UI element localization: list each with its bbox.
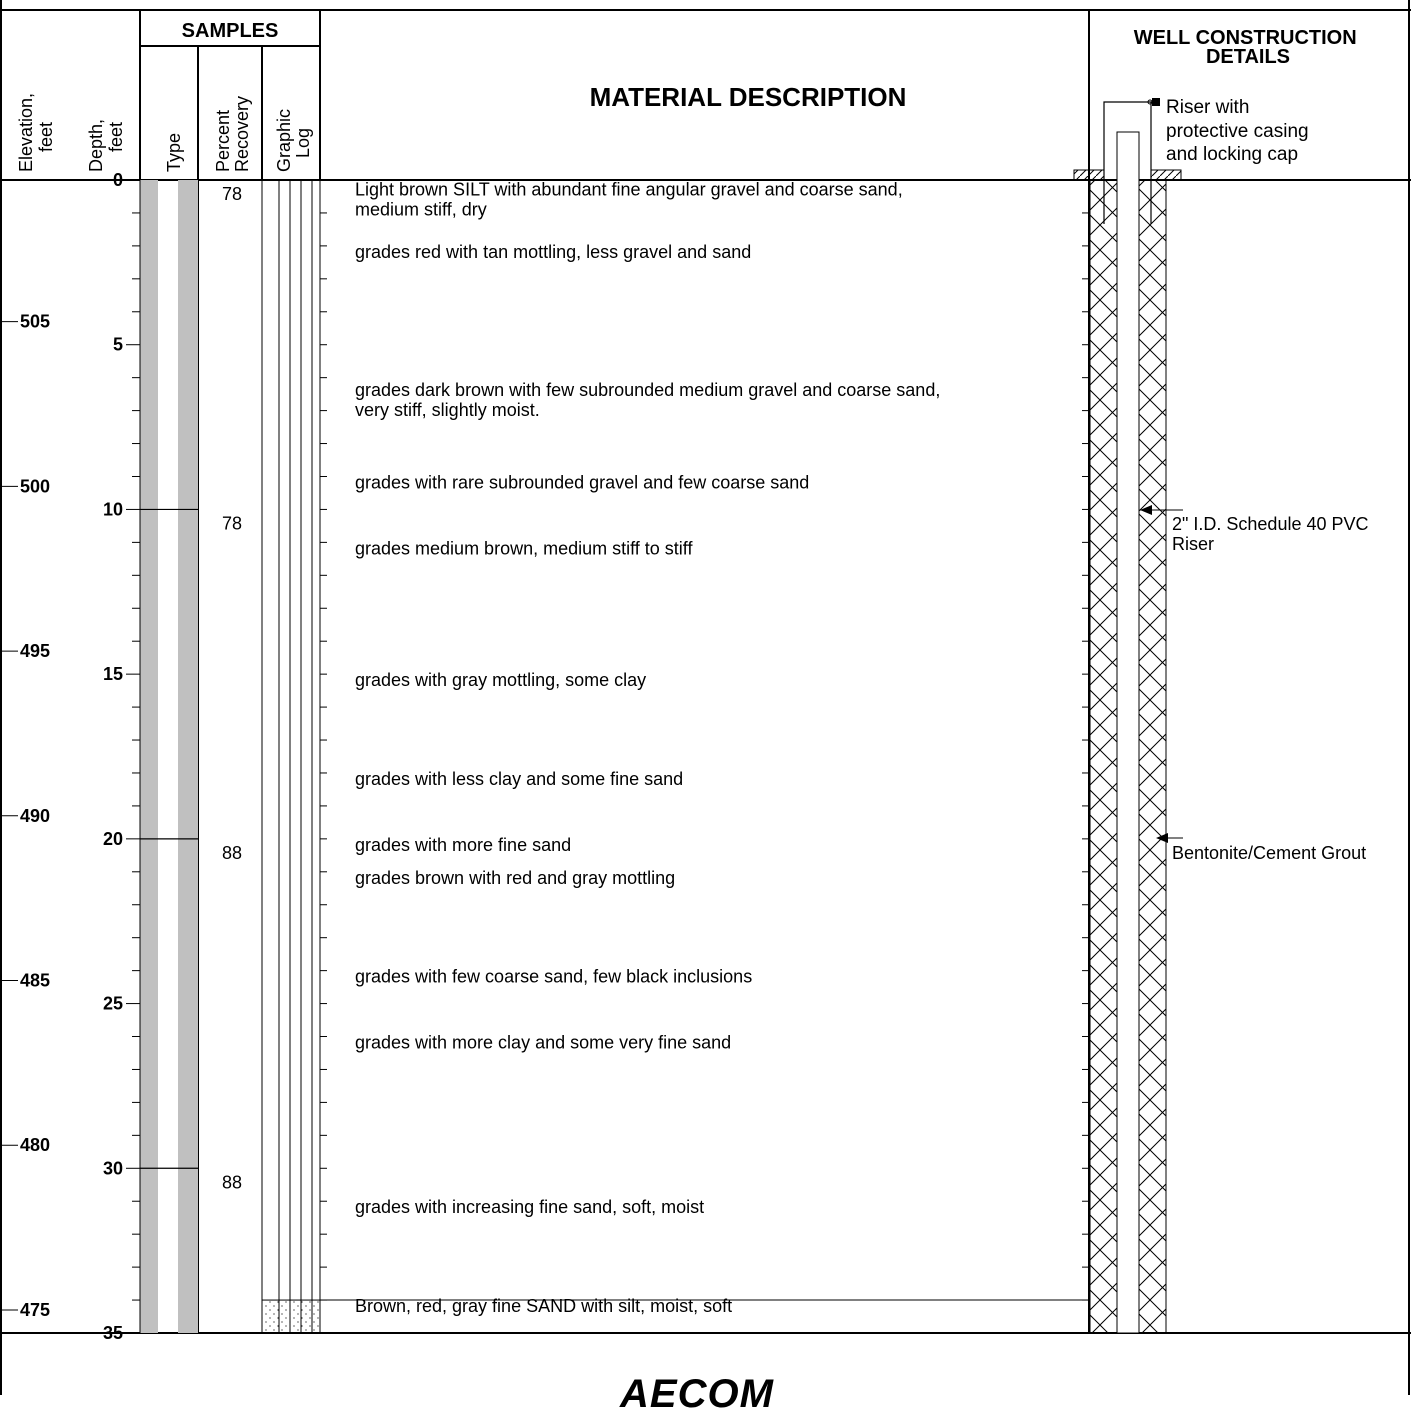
description-line: grades with rare subrounded gravel and few coarse sand xyxy=(355,472,810,493)
elevation-tick-label: 500 xyxy=(20,476,51,497)
elevation-tick-label: 475 xyxy=(20,1299,51,1320)
well-construction-header: WELL CONSTRUCTION DETAILS xyxy=(1133,27,1357,68)
description-line: grades with increasing fine sand, soft, moist xyxy=(355,1197,705,1218)
description-ticks xyxy=(320,213,327,1300)
depth-header: Depth, feet xyxy=(86,118,126,172)
aecom-logo: AECOM xyxy=(620,1372,774,1416)
description-line: very stiff, slightly moist. xyxy=(355,400,540,421)
depth-axis xyxy=(103,170,140,1343)
well-callouts xyxy=(1140,97,1374,863)
description-line: grades with few coarse sand, few black inclusions xyxy=(355,966,753,987)
column-headers xyxy=(16,20,1362,172)
depth-tick-label: 20 xyxy=(102,828,123,849)
depth-tick-label: 15 xyxy=(102,664,123,685)
graphic-log-header: Graphic Log xyxy=(274,108,313,172)
depth-tick-label: 25 xyxy=(102,993,123,1014)
cap-label: Riser with protective casing and locking cap xyxy=(1166,97,1309,165)
description-line: grades with more clay and some very fine sand xyxy=(355,1032,732,1053)
elevation-axis xyxy=(0,312,50,1320)
samples-header: SAMPLES xyxy=(181,20,279,42)
description-line: medium stiff, dry xyxy=(355,199,487,220)
depth-tick-label: 0 xyxy=(112,170,123,190)
locking-cap-icon xyxy=(1152,98,1160,106)
sample-type-column xyxy=(140,180,198,1333)
depth-tick-label: 30 xyxy=(102,1158,123,1179)
recovery-value: 88 xyxy=(221,842,243,863)
description-line: grades medium brown, medium stiff to stiff xyxy=(355,538,693,559)
recovery-value: 88 xyxy=(221,1172,243,1193)
description-line: grades with gray mottling, some clay xyxy=(355,670,647,691)
elevation-tick-label: 505 xyxy=(20,311,51,332)
elevation-tick-label: 490 xyxy=(20,805,51,826)
elevation-header: Elevation, feet xyxy=(16,92,56,172)
well-diagram xyxy=(1074,98,1181,1333)
recoveries xyxy=(222,184,242,1192)
elevation-tick-label: 495 xyxy=(20,641,51,662)
riser-label: 2" I.D. Schedule 40 PVC Riser xyxy=(1172,514,1369,554)
description-line: Light brown SILT with abundant fine angular gravel and coarse sand, xyxy=(355,179,903,200)
recovery-header: Percent Recovery xyxy=(213,95,252,172)
sand-layer-graphic xyxy=(262,1300,320,1333)
material-description-header: MATERIAL DESCRIPTION xyxy=(589,82,907,112)
description-line: grades brown with red and gray mottling xyxy=(355,867,676,888)
depth-tick-label: 5 xyxy=(112,334,123,355)
elevation-tick-label: 480 xyxy=(20,1135,51,1156)
description-line: grades red with tan mottling, less gravel and sand xyxy=(355,241,752,262)
description-line: Brown, red, gray fine SAND with silt, moist, soft xyxy=(355,1296,733,1317)
description-line: grades with less clay and some fine sand xyxy=(355,768,684,789)
description-line: grades with more fine sand xyxy=(355,834,572,855)
material-descriptions xyxy=(355,179,940,1316)
well-ticks xyxy=(1082,213,1089,1300)
graphic-log-column xyxy=(262,180,320,1333)
recovery-value: 78 xyxy=(221,184,243,204)
grout-label: Bentonite/Cement Grout xyxy=(1172,843,1367,863)
depth-tick-label: 35 xyxy=(102,1323,123,1343)
recovery-value: 78 xyxy=(221,513,243,534)
elevation-tick-label: 485 xyxy=(20,970,51,991)
depth-tick-label: 10 xyxy=(102,499,123,520)
description-line: grades dark brown with few subrounded medium gravel and coarse sand, xyxy=(355,380,941,401)
type-header: Type xyxy=(164,132,184,172)
